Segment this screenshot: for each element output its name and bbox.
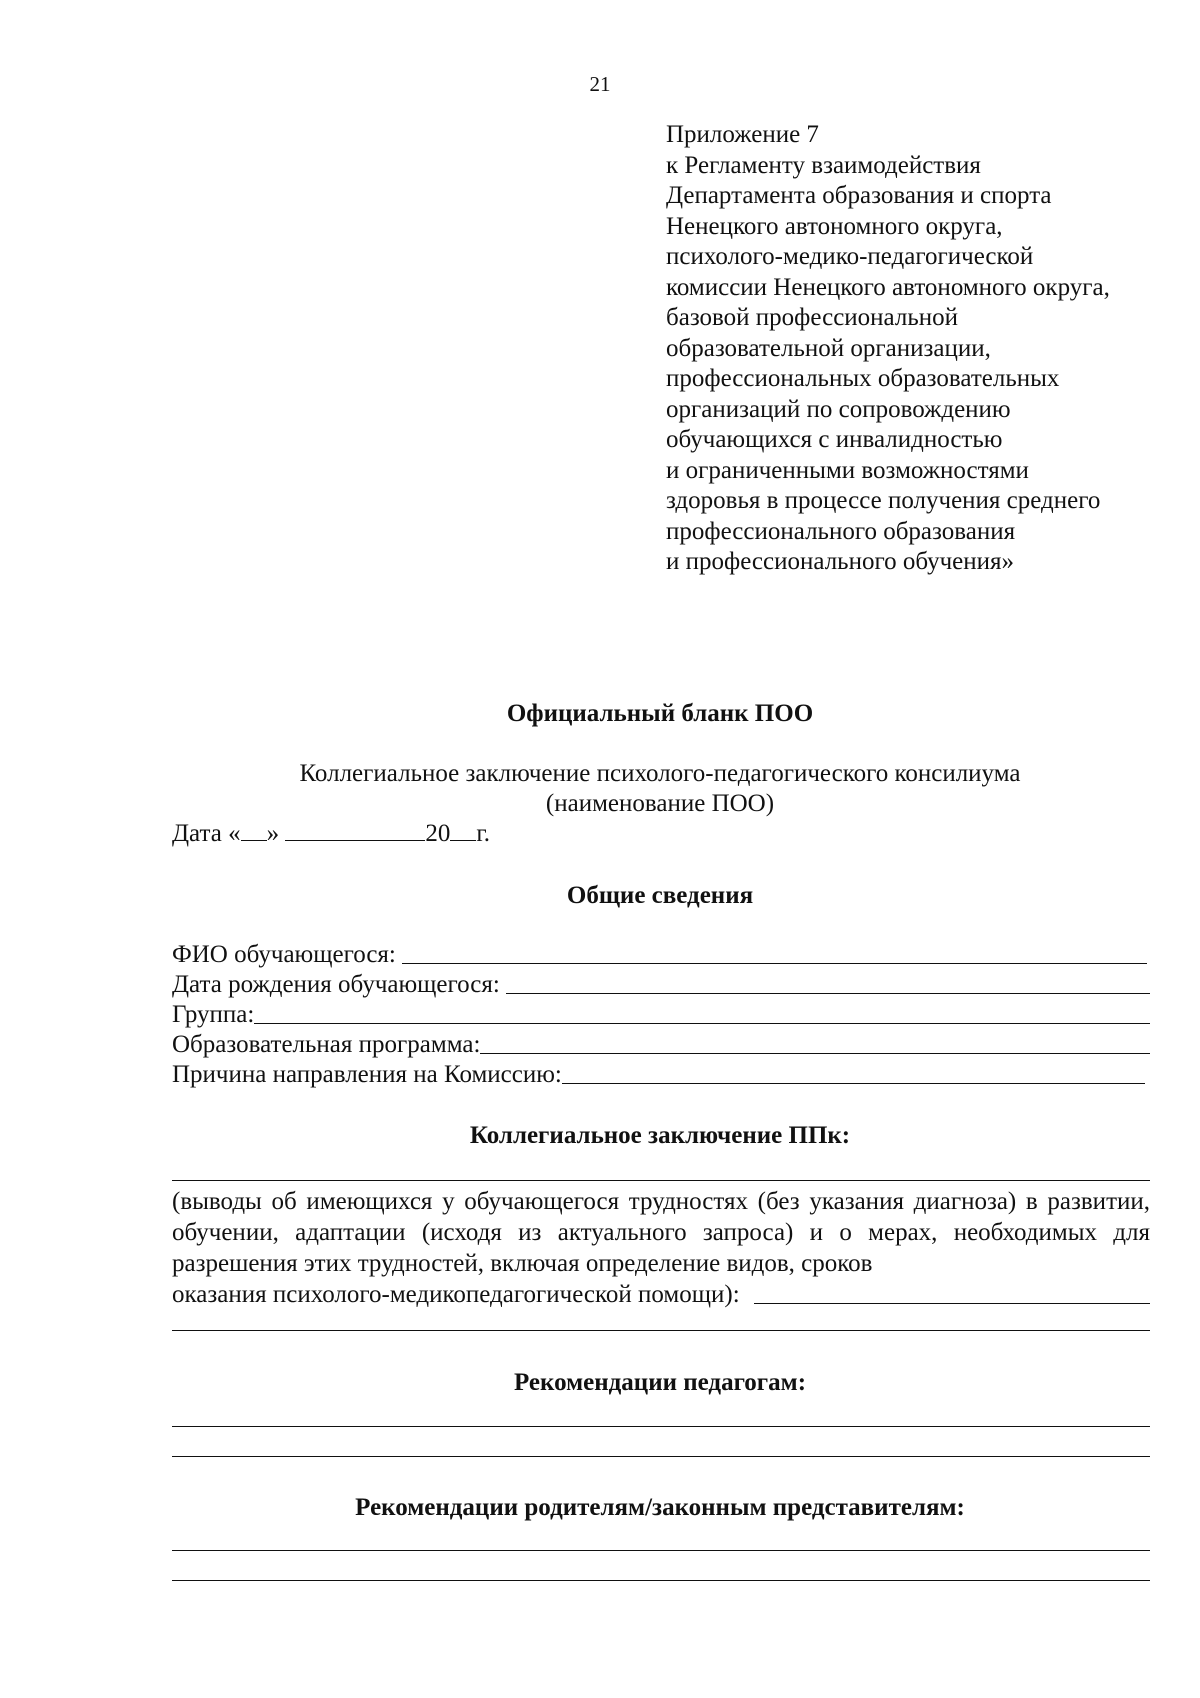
appendix-line: базовой профессиональной bbox=[666, 304, 959, 331]
teachers-heading: Рекомендации педагогам: bbox=[513, 1369, 807, 1396]
ppk-description-main: (выводы об имеющихся у обучающегося трудностях (без указания диагноза) в развитии, обучении, адаптации (исходя из актуального запроса) и о мерах, необходимых для разрешения этих трудностей, включая определение видов, сроков bbox=[172, 1188, 1150, 1277]
appendix-line: и ограниченными возможностями bbox=[666, 456, 1029, 484]
ppk-bottom-line[interactable] bbox=[172, 1330, 1150, 1331]
field-row bbox=[172, 999, 1150, 1029]
date-day-blank[interactable] bbox=[241, 820, 267, 841]
appendix-line: здоровья в процессе получения среднего bbox=[666, 487, 1101, 514]
field-fill-line[interactable] bbox=[562, 1083, 1145, 1084]
org-name: (наименование ПОО) bbox=[545, 790, 775, 817]
appendix-line: профессиональных образовательных bbox=[666, 365, 1060, 392]
appendix-line: обучающихся с инвалидностью bbox=[666, 426, 1003, 453]
field-row bbox=[172, 969, 1150, 999]
blank-title: Официальный бланк ПОО bbox=[506, 700, 814, 727]
page-number: 21 bbox=[589, 72, 611, 96]
field-fill-line[interactable] bbox=[480, 1053, 1150, 1054]
general-heading: Общие сведения bbox=[566, 882, 754, 909]
appendix-line: организаций по сопровождению bbox=[666, 395, 1011, 423]
field-label: Причина направления на Комиссию: bbox=[172, 1061, 562, 1088]
appendix-line: Приложение 7 bbox=[666, 121, 819, 148]
date-year: 20 bbox=[425, 820, 451, 847]
date-month-blank[interactable] bbox=[285, 820, 425, 841]
parents-line-1[interactable] bbox=[172, 1550, 1150, 1551]
field-row bbox=[172, 1059, 1145, 1089]
field-fill-line[interactable] bbox=[506, 993, 1150, 994]
parents-heading: Рекомендации родителям/законным представителям: bbox=[355, 1494, 965, 1521]
appendix-block bbox=[666, 120, 1186, 578]
date-prefix: Дата « bbox=[172, 820, 241, 847]
date-middle: » bbox=[266, 820, 286, 847]
date-year-blank[interactable] bbox=[450, 820, 476, 841]
field-fill-line[interactable] bbox=[402, 963, 1147, 964]
conclusion-title: Коллегиальное заключение психолого-педагогического консилиума bbox=[299, 760, 1021, 787]
ppk-description bbox=[172, 1186, 1150, 1310]
field-label: Группа: bbox=[172, 1001, 255, 1028]
field-row bbox=[172, 939, 1147, 969]
ppk-fill-line[interactable] bbox=[754, 1303, 1150, 1304]
ppk-description-last: оказания психолого-медикопедагогической помощи): bbox=[172, 1281, 740, 1308]
field-row bbox=[172, 1029, 1150, 1059]
field-label: ФИО обучающегося: bbox=[172, 941, 396, 968]
appendix-line: психолого-медико-педагогической bbox=[666, 243, 1034, 270]
appendix-line: Департамента образования и спорта bbox=[666, 182, 1052, 209]
appendix-line: Ненецкого автономного округа, bbox=[666, 212, 1003, 240]
ppk-top-line[interactable] bbox=[172, 1180, 1150, 1181]
field-fill-line[interactable] bbox=[254, 1023, 1150, 1024]
date-suffix: г. bbox=[476, 820, 491, 847]
appendix-line: комиссии Ненецкого автономного округа, bbox=[666, 273, 1110, 301]
teachers-line-2[interactable] bbox=[172, 1456, 1150, 1457]
ppk-description-last-line bbox=[172, 1279, 1150, 1310]
teachers-line-1[interactable] bbox=[172, 1426, 1150, 1427]
appendix-line: и профессионального обучения» bbox=[666, 548, 1015, 575]
appendix-line: образовательной организации, bbox=[666, 334, 991, 362]
field-label: Дата рождения обучающегося: bbox=[172, 971, 500, 998]
date-line bbox=[172, 820, 490, 848]
parents-line-2[interactable] bbox=[172, 1580, 1150, 1581]
appendix-line: к Регламенту взаимодействия bbox=[666, 151, 981, 179]
field-label: Образовательная программа: bbox=[172, 1031, 481, 1058]
appendix-line: профессионального образования bbox=[666, 517, 1016, 545]
ppk-heading: Коллегиальное заключение ППк: bbox=[469, 1122, 851, 1149]
